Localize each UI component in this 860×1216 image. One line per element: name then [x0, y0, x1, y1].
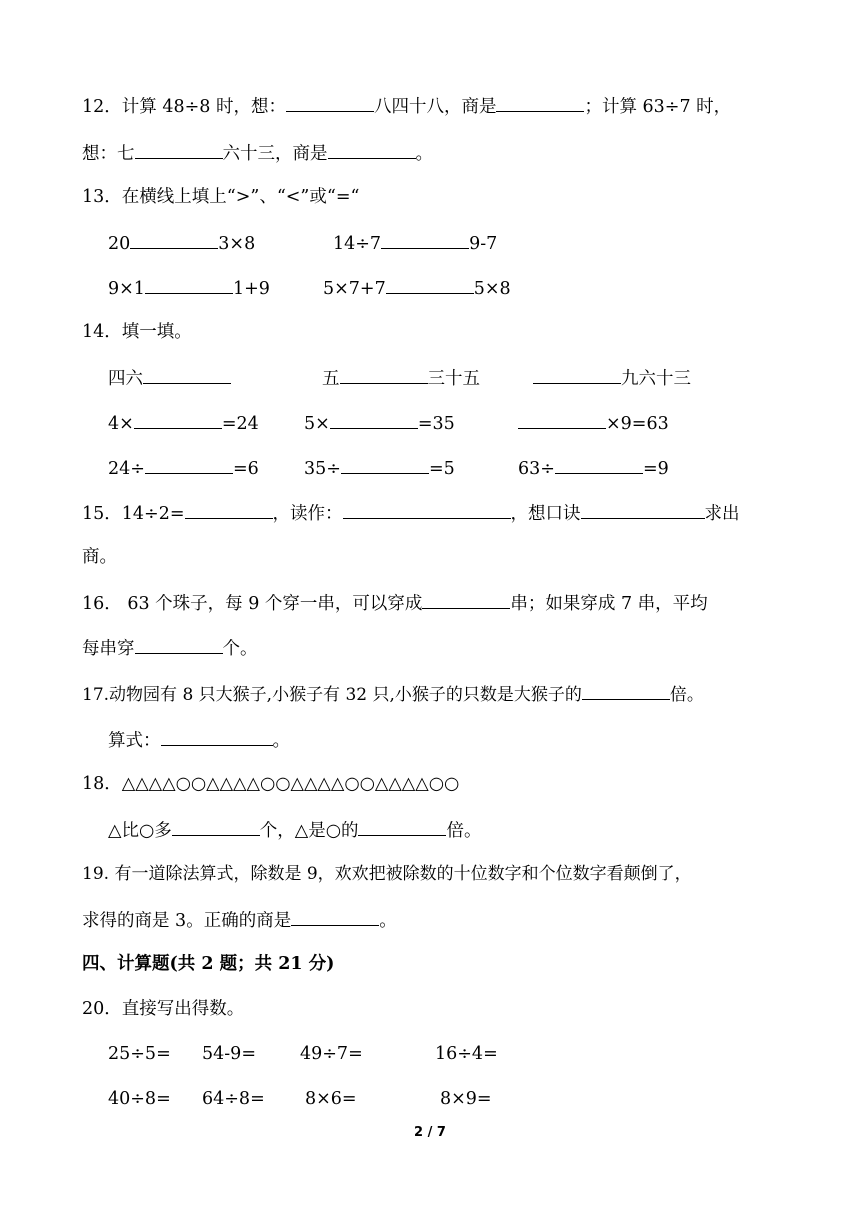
q14-item-2c: ×9=63: [518, 410, 669, 436]
q12-blank-1[interactable]: [286, 93, 374, 112]
question-16-line-2: 每串穿 个。: [82, 635, 258, 661]
question-12-line-2: [82, 140, 433, 166]
q20-problem: 16÷4=: [435, 1044, 498, 1064]
q20-problem: 64÷8=: [202, 1089, 265, 1109]
q12-text-c: ；计算 63÷7 时，: [584, 97, 732, 117]
q20-problem: 40÷8=: [108, 1089, 171, 1109]
q20-problem: 8×6=: [305, 1089, 357, 1109]
q17-blank-2[interactable]: [161, 727, 273, 746]
q14-item-1b: 五 三十五: [322, 365, 480, 391]
q20-problem: 54-9=: [202, 1044, 256, 1064]
q14-item-1a: 四六: [108, 365, 231, 391]
question-17-line-1: 17.动物园有 8 只大猴子,小猴子有 32 只,小猴子的只数是大猴子的 倍。: [82, 681, 704, 707]
q14-blank-3b[interactable]: [341, 455, 429, 474]
q12-text-d: 想：七: [82, 144, 135, 164]
question-13-title: 13．在横线上填上“>”、“<”或“=“: [82, 187, 360, 207]
q12-blank-2[interactable]: [496, 93, 584, 112]
q15-blank-3[interactable]: [581, 500, 705, 519]
q14-blank-2a[interactable]: [134, 410, 222, 429]
q12-text-e: 六十三，商是: [222, 144, 328, 164]
question-16-line-1: 16． 63 个珠子，每 9 个穿一串，可以穿成 串；如果穿成 7 串，平均: [82, 590, 708, 616]
page-number: 2 / 7: [414, 1125, 446, 1140]
q13-blank-c[interactable]: [145, 275, 233, 294]
question-15-line-1: 15．14÷2= ，读作： ，想口诀 求出: [82, 500, 740, 526]
q20-problem: 49÷7=: [300, 1044, 363, 1064]
q13-blank-d[interactable]: [386, 275, 474, 294]
q20-problem: 8×9=: [440, 1089, 492, 1109]
q12-blank-4[interactable]: [328, 140, 416, 159]
q13-blank-a[interactable]: [130, 230, 218, 249]
question-19-line-1: 19. 有一道除法算式，除数是 9，欢欢把被除数的十位数字和个位数字看颠倒了，: [82, 864, 692, 884]
q19-blank-1[interactable]: [291, 907, 379, 926]
q14-blank-2b[interactable]: [330, 410, 418, 429]
q14-item-1c: 九六十三: [533, 365, 691, 391]
q16-blank-2[interactable]: [135, 635, 223, 654]
q13-compare-c: 9×1 1+9: [108, 275, 270, 301]
q12-text-a: 12．计算 48÷8 时，想：: [82, 97, 286, 117]
q14-blank-1b[interactable]: [340, 365, 428, 384]
q12-blank-3[interactable]: [135, 140, 223, 159]
question-14-title: 14．填一填。: [82, 322, 192, 342]
q14-item-3c: 63÷ =9: [518, 455, 669, 481]
q12-text-b: 八四十八，商是: [373, 97, 497, 117]
question-17-line-2: 算式： 。: [108, 727, 290, 753]
q13-compare-d: 5×7+7 5×8: [323, 275, 511, 301]
question-19-line-2: 求得的商是 3。正确的商是 。: [82, 907, 397, 933]
q18-blank-2[interactable]: [358, 817, 446, 836]
q20-problem: 25÷5=: [108, 1044, 171, 1064]
q14-item-3b: 35÷ =5: [304, 455, 455, 481]
q13-compare-a: 20 3×8: [108, 230, 255, 256]
q14-blank-3a[interactable]: [145, 455, 233, 474]
q18-blank-1[interactable]: [172, 817, 260, 836]
q14-blank-1a[interactable]: [143, 365, 231, 384]
q14-blank-3c[interactable]: [555, 455, 643, 474]
q14-item-3a: 24÷ =6: [108, 455, 259, 481]
question-20-title: 20．直接写出得数。: [82, 999, 245, 1019]
section-4-heading: 四、计算题(共 2 题；共 21 分): [82, 954, 335, 974]
question-18-line-1: 18．△△△△○○△△△△○○△△△△○○△△△△○○: [82, 774, 460, 794]
q15-blank-1[interactable]: [185, 500, 273, 519]
q17-blank-1[interactable]: [582, 681, 670, 700]
q13-compare-b: 14÷7 9-7: [333, 230, 497, 256]
q14-blank-1c[interactable]: [533, 365, 621, 384]
question-18-line-2: △比○多 个，△是○的 倍。: [108, 817, 481, 843]
q16-blank-1[interactable]: [422, 590, 510, 609]
q14-item-2b: 5× =35: [304, 410, 455, 436]
q14-blank-2c[interactable]: [518, 410, 606, 429]
question-12-line-1: [82, 93, 731, 119]
q13-blank-b[interactable]: [381, 230, 469, 249]
q12-text-f: 。: [415, 144, 433, 164]
q14-item-2a: 4× =24: [108, 410, 259, 436]
q15-blank-2[interactable]: [343, 500, 511, 519]
question-15-line-2: 商。: [82, 547, 117, 567]
